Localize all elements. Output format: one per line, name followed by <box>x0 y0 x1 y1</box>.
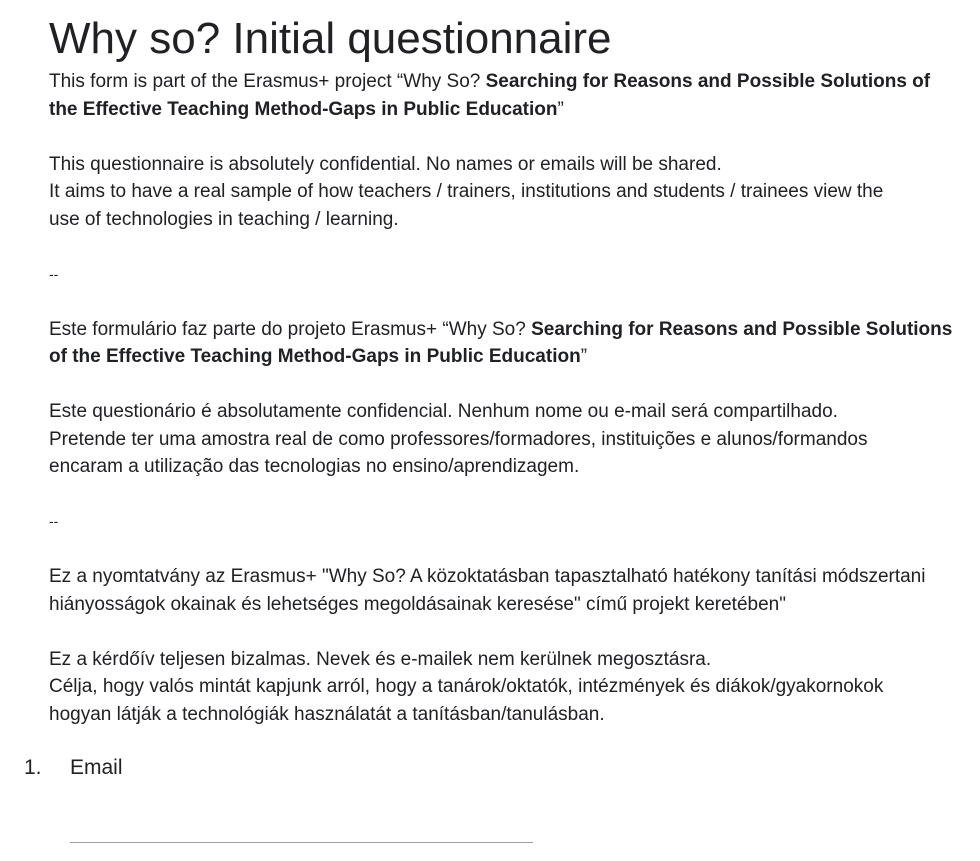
form-page <box>49 0 980 728</box>
en-aim-1: It aims to have a real sample of how teachers / trainers, institutions and students / trainees view the <box>49 181 884 202</box>
question-number: 1. <box>24 756 42 779</box>
form-title: Why so? Initial questionnaire <box>49 14 612 63</box>
en-aim-2: use of technologies in teaching / learning. <box>49 208 399 230</box>
pt-intro-line-2 <box>49 343 980 371</box>
pt-aim-2: encaram a utilização das tecnologias no ensino/aprendizagem. <box>49 456 580 477</box>
separator-1: -- <box>49 265 59 282</box>
email-answer-field[interactable] <box>70 842 533 843</box>
pt-intro-suffix: ” <box>580 346 588 367</box>
form-description <box>49 68 980 728</box>
en-intro-bold-2: the Effective Teaching Method-Gaps in Public Education <box>49 98 558 120</box>
pt-confidential: Este questionário é absolutamente confidencial. Nenhum nome ou e-mail será compartilhado. <box>49 401 838 422</box>
hu-aim-2: hogyan látják a technológiák használatát a tanításban/tanulásban. <box>49 703 605 725</box>
question-email <box>24 754 123 782</box>
en-intro-line-1 <box>49 68 980 96</box>
en-confidential: This questionnaire is absolutely confidential. No names or emails will be shared. <box>49 153 722 175</box>
separator-2: -- <box>49 513 59 529</box>
en-intro-suffix: ” <box>557 98 564 120</box>
pt-intro-line-1 <box>49 316 980 344</box>
en-intro-line-2 <box>49 96 980 124</box>
hu-aim-1: Célja, hogy valós mintát kapjunk arról, hogy a tanárok/oktatók, intézmények és diákok/gyakornokok <box>49 676 884 697</box>
pt-intro-bold-1: Searching for Reasons and Possible Solutions <box>531 318 953 340</box>
hu-confidential: Ez a kérdőív teljesen bizalmas. Nevek és e-mailek nem kerülnek megosztásra. <box>49 648 712 670</box>
hu-intro-2: hiányosságok okainak és lehetséges megoldásainak keresése" című projekt keretében" <box>49 593 786 615</box>
pt-intro-prefix: Este formulário faz parte do projeto Erasmus+ “Why So? <box>49 318 532 340</box>
hu-intro-1: Ez a nyomtatvány az Erasmus+ "Why So? A közoktatásban tapasztalható hatékony tanítási módszertani <box>49 566 926 587</box>
pt-intro-bold-2: of the Effective Teaching Method-Gaps in Public Education <box>49 346 581 367</box>
en-intro-prefix: This form is part of the Erasmus+ project “Why So? <box>49 71 486 92</box>
pt-aim-1: Pretende ter uma amostra real de como professores/formadores, instituições e alunos/formandos <box>49 428 868 450</box>
en-intro-bold-1: Searching for Reasons and Possible Solutions of <box>485 71 931 92</box>
question-label: Email <box>70 756 123 779</box>
